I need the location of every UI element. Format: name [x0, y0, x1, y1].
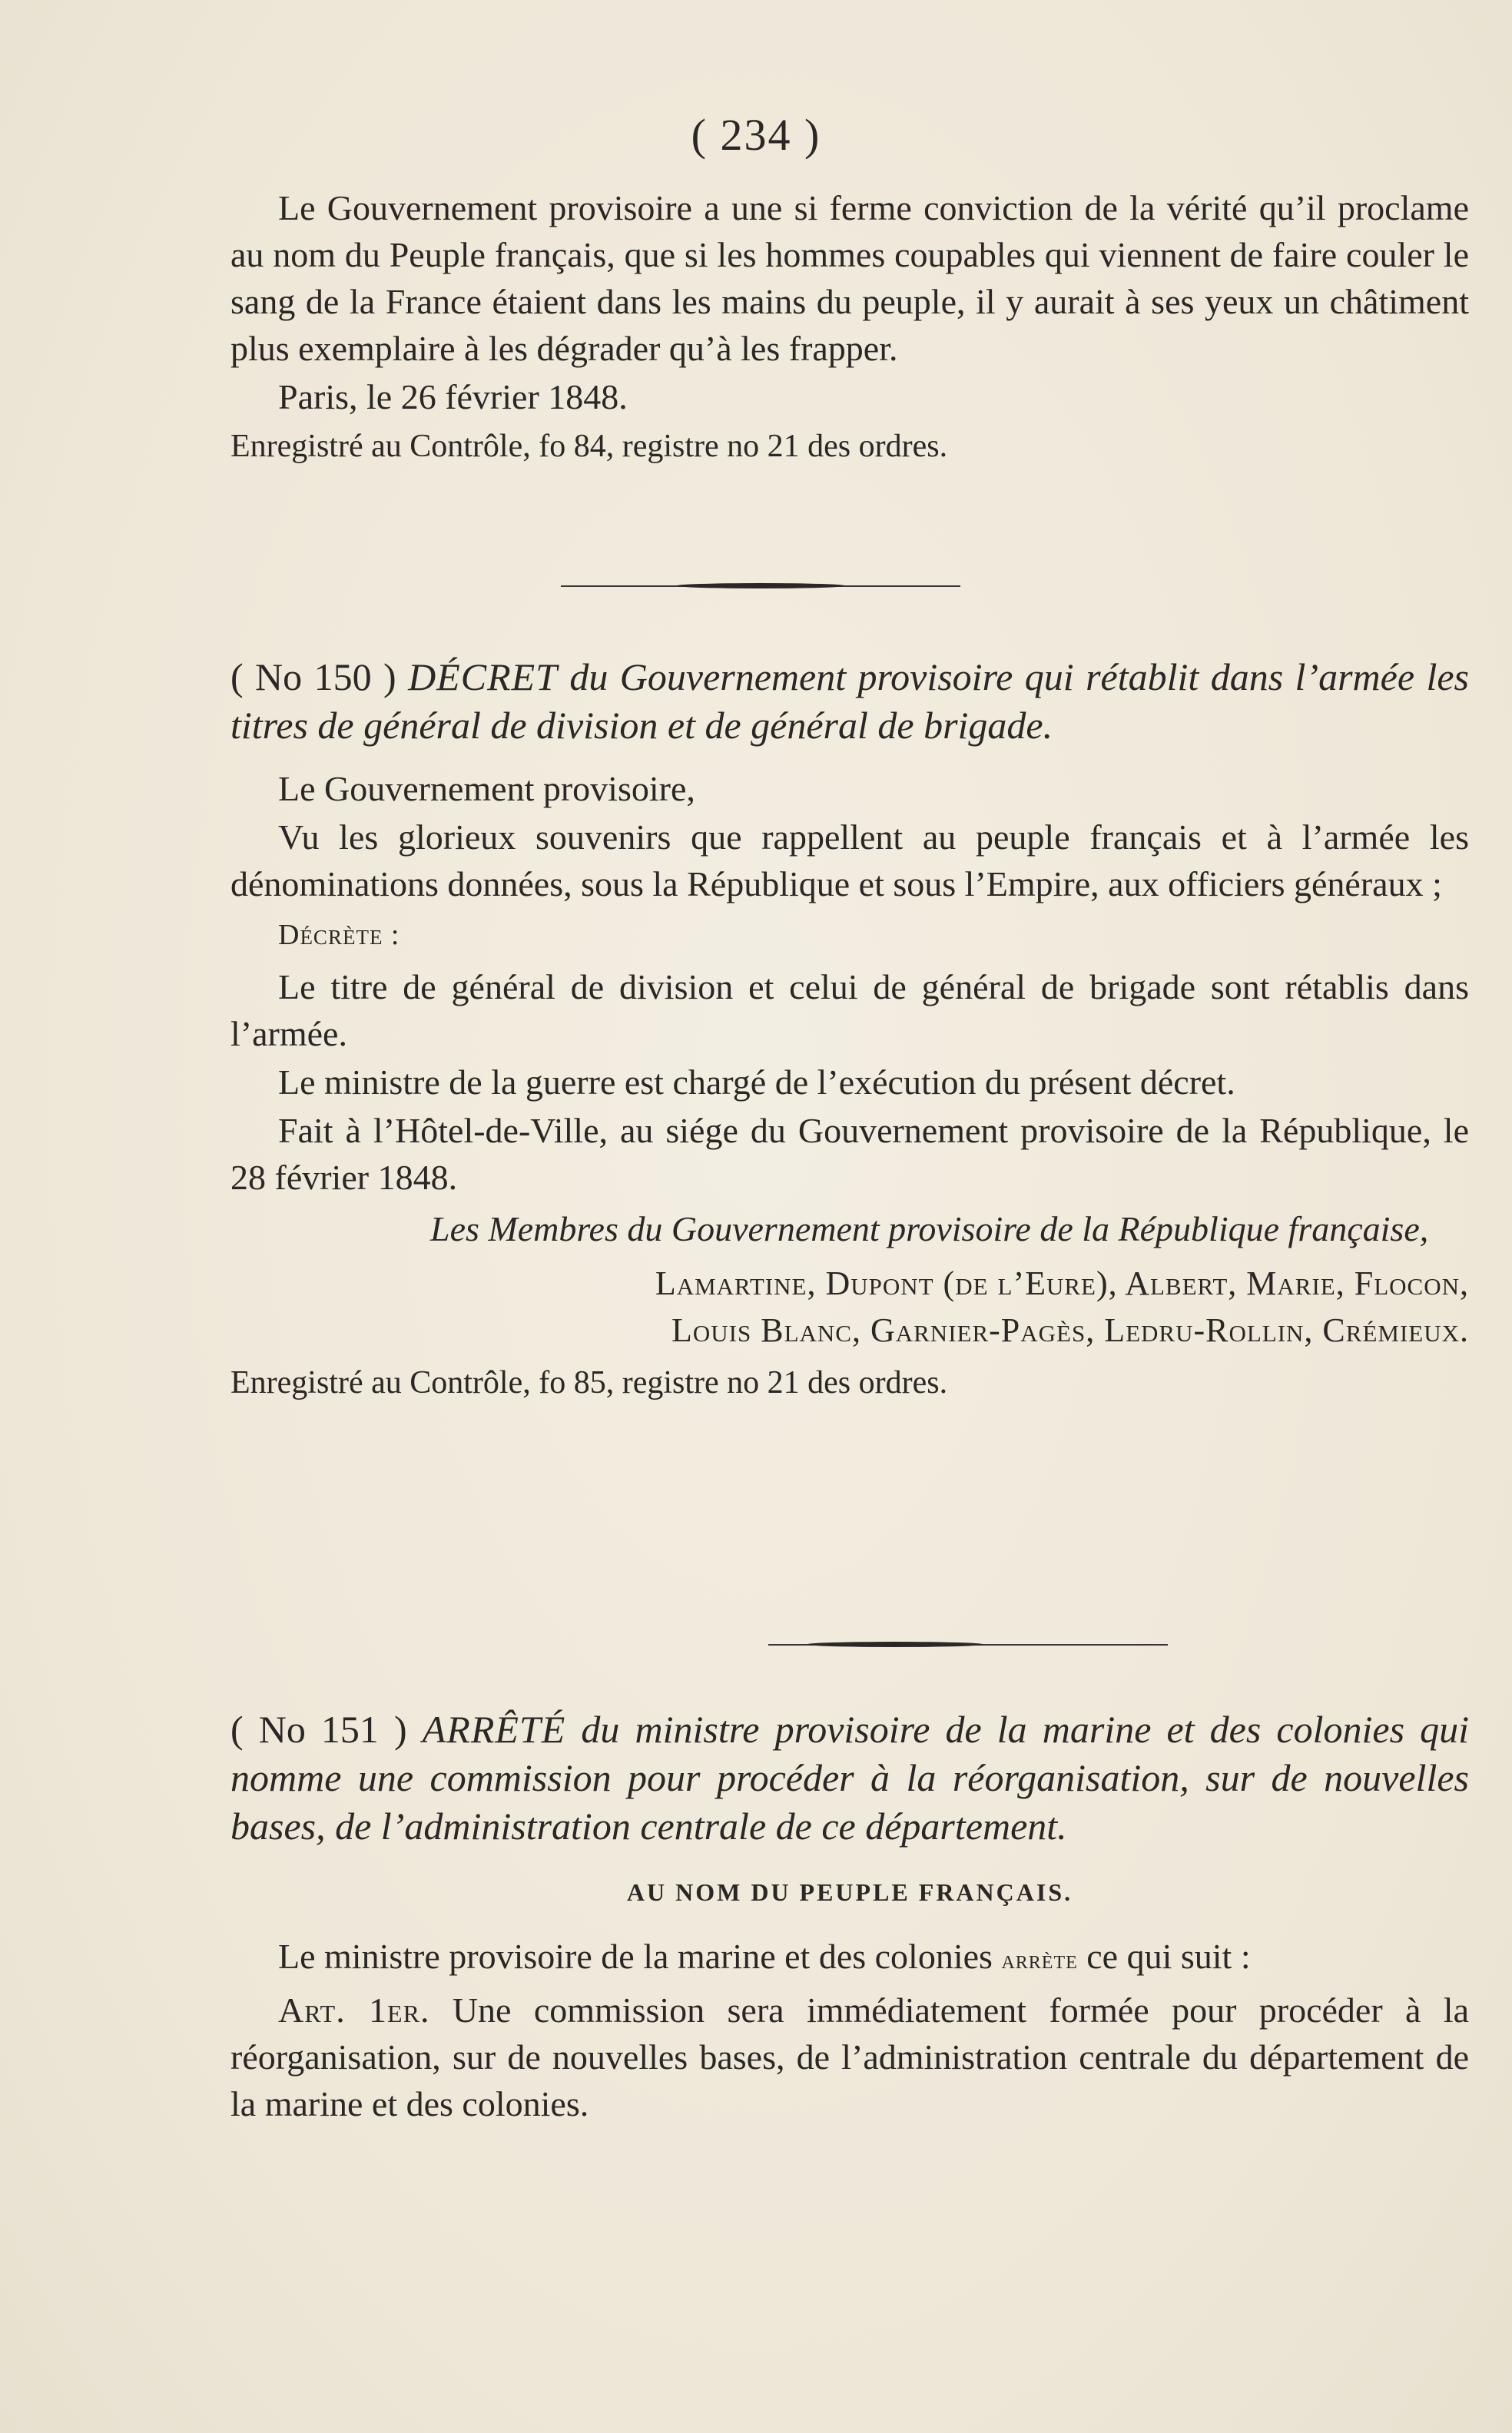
decree-151-article-label: Art. 1er. — [278, 1990, 430, 2030]
separator-rule — [768, 1644, 1168, 1646]
decree-150-execution: Le ministre de la guerre est chargé de l’exécution du présent décret. — [278, 1062, 1235, 1102]
decree-151-preamble-start: Le ministre provisoire de la marine et des colonies — [278, 1937, 1002, 1976]
decree-151-preamble — [230, 1933, 1469, 1984]
decree-151-article-text: Une commission sera immédiatement formée pour procéder à la réorganisation, sur de nouvelles bases, de l’administration centrale du département de la marine et des colonies. — [230, 1990, 1469, 2123]
decree-151-title-keyword: ARRÊTÉ — [422, 1708, 566, 1751]
decree-150-article: Le titre de général de division et celui de général de brigade sont rétablis dans l’armée. — [230, 967, 1469, 1053]
decree-150-title: du Gouvernement provisoire qui rétablit dans l’armée les titres de général de division et de général de brigade. — [230, 655, 1469, 747]
decree-150-done-at: Fait à l’Hôtel-de-Ville, au siége du Gouvernement provisoire de la République, le 28 février 1848. — [230, 1111, 1469, 1197]
intro-paragraph: Le Gouvernement provisoire a une si ferme conviction de la vérité qu’il proclame au nom du Peuple français, que si les hommes coupables qui viennent de faire couler le sang de la France étaient dans les mains du peuple, il y aurait à ses yeux un châtiment plus exemplaire à les dégrader qu’à les frapper. — [230, 188, 1469, 368]
decree-151-number: ( No 151 ) — [230, 1708, 407, 1751]
intro-section — [230, 184, 1469, 470]
decree-150 — [230, 653, 1469, 1407]
decree-150-signatories-line2: Louis Blanc, Garnier-Pagès, Ledru-Rollin, Crémieux. — [671, 1311, 1469, 1349]
decree-151 — [230, 1705, 1469, 2127]
decree-151-au-nom: AU NOM DU PEUPLE FRANÇAIS. — [626, 1878, 1073, 1906]
decree-150-signatories-line1: Lamartine, Dupont (de l’Eure), Albert, Marie, Flocon, — [655, 1265, 1469, 1302]
decree-151-heading — [230, 1705, 1469, 1851]
intro-registration: Enregistré au Contrôle, fo 84, registre no 21 des ordres. — [230, 429, 948, 464]
decree-150-number: ( No 150 ) — [230, 655, 396, 698]
decree-151-article — [230, 1987, 1469, 2127]
decree-151-preamble-end: ce qui suit : — [1077, 1937, 1251, 1976]
decree-150-issuer: Le Gouvernement provisoire, — [278, 769, 695, 808]
decree-150-registration: Enregistré au Contrôle, fo 85, registre no 21 des ordres. — [230, 1365, 948, 1400]
decree-150-title-keyword: DÉCRET — [408, 655, 558, 698]
decree-150-considering: Vu les glorieux souvenirs que rappellent au peuple français et à l’armée les dénominations données, sous la République et sous l’Empire, aux officiers généraux ; — [230, 817, 1469, 903]
decree-150-decrees-label: Décrète : — [278, 919, 400, 951]
separator-rule — [561, 585, 960, 587]
decree-151-title: du ministre provisoire de la marine et des colonies qui nomme une commission pour procéder à la réorganisation, sur de nouvelles bases, de l’administration centrale de ce département. — [230, 1708, 1469, 1848]
page-number: ( 234 ) — [691, 110, 821, 160]
intro-date: Paris, le 26 février 1848. — [278, 377, 628, 416]
decree-150-signatories-intro: Les Membres du Gouvernement provisoire de la République française, — [430, 1209, 1429, 1248]
decree-150-heading — [230, 653, 1469, 750]
decree-151-preamble-keyword: arrète — [1001, 1946, 1078, 1974]
